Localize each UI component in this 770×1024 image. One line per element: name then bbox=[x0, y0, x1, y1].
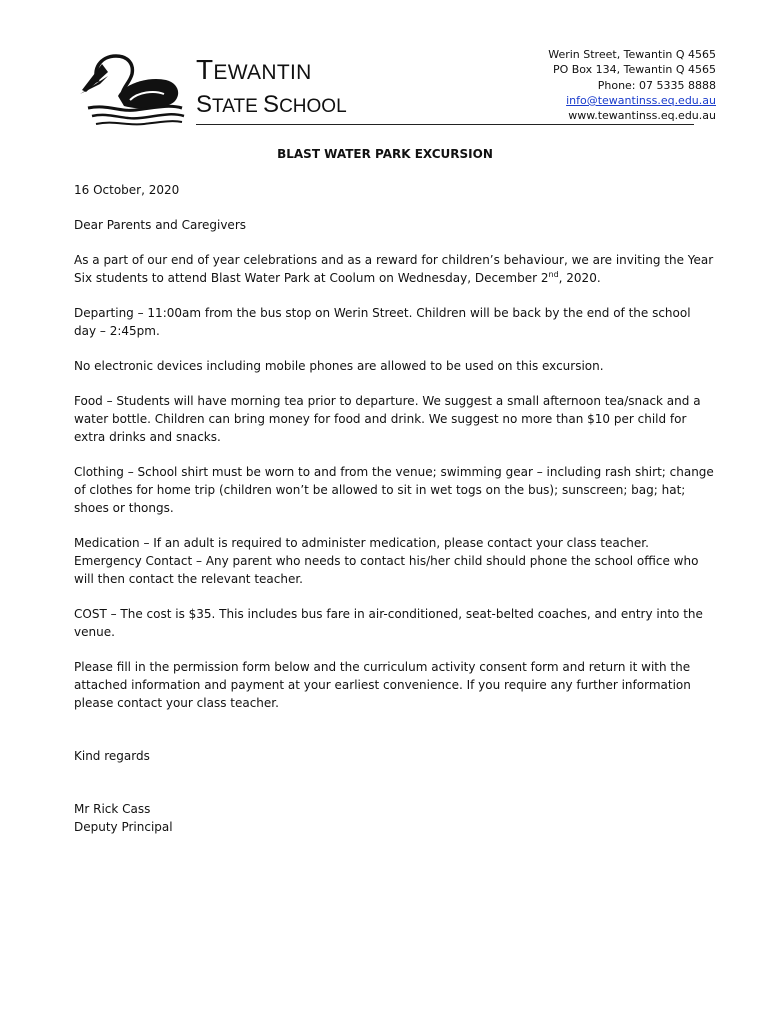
website-line: www.tewantinss.eq.edu.au bbox=[568, 109, 716, 123]
emergency-line: Emergency Contact – Any parent who needs to contact his/her child should phone the school office who will then contact the relevant teacher. bbox=[74, 554, 699, 586]
letter-salutation: Dear Parents and Caregivers bbox=[74, 218, 247, 232]
clothing-paragraph: Clothing – School shirt must be worn to and from the venue; swimming gear – including rash shirt; change of clothes for home trip (children won’t be allowed to sit in wet togs on the bus); sunscreen; bag; hat; shoes or thongs. bbox=[74, 465, 714, 515]
letter-body bbox=[74, 181, 714, 853]
medication-line: Medication – If an adult is required to administer medication, please contact your class teacher. bbox=[74, 536, 649, 550]
food-paragraph: Food – Students will have morning tea prior to departure. We suggest a small afternoon tea/snack and a water bottle. Children can bring money for food and drink. We suggest no more than $10 per child for extra drinks and snacks. bbox=[74, 394, 701, 444]
email-link[interactable]: info@tewantinss.eq.edu.au bbox=[566, 93, 716, 107]
phone-line: Phone: 07 5335 8888 bbox=[597, 78, 716, 92]
signoff: Kind regards bbox=[74, 749, 150, 763]
signer-title: Deputy Principal bbox=[74, 820, 173, 834]
address-line: Werin Street, Tewantin Q 4565 bbox=[548, 48, 716, 61]
cost-paragraph: COST – The cost is $35. This includes bus fare in air-conditioned, seat-belted coaches, and entry into the venue. bbox=[74, 607, 703, 639]
school-name-line2: STATE SCHOOL bbox=[196, 91, 347, 118]
letter-title: BLAST WATER PARK EXCURSION bbox=[277, 147, 493, 161]
signer-name: Mr Rick Cass bbox=[74, 802, 151, 816]
signature-block bbox=[74, 800, 714, 836]
departing-paragraph: Departing – 11:00am from the bus stop on Werin Street. Children will be back by the end of the school day – 2:45pm. bbox=[74, 306, 691, 338]
letter-date: 16 October, 2020 bbox=[74, 183, 180, 197]
closing-instructions-paragraph: Please fill in the permission form below and the curriculum activity consent form and return it with the attached information and payment at your earliest convenience. If you require any further information please contact your class teacher. bbox=[74, 660, 691, 710]
header-divider bbox=[196, 124, 694, 125]
medication-emergency-paragraph bbox=[74, 534, 714, 588]
devices-paragraph: No electronic devices including mobile phones are allowed to be used on this excursion. bbox=[74, 359, 604, 373]
school-name-line1: TEWANTIN bbox=[196, 54, 312, 85]
po-box-line: PO Box 134, Tewantin Q 4565 bbox=[552, 63, 716, 77]
contact-block bbox=[548, 47, 716, 123]
school-name bbox=[196, 54, 347, 119]
pelican-logo-icon bbox=[78, 50, 188, 130]
intro-paragraph: As a part of our end of year celebrations and as a reward for children’s behaviour, we are inviting the Year Six students to attend Blast Water Park at Coolum on Wednesday, December 2nd, 2020. bbox=[74, 253, 714, 285]
